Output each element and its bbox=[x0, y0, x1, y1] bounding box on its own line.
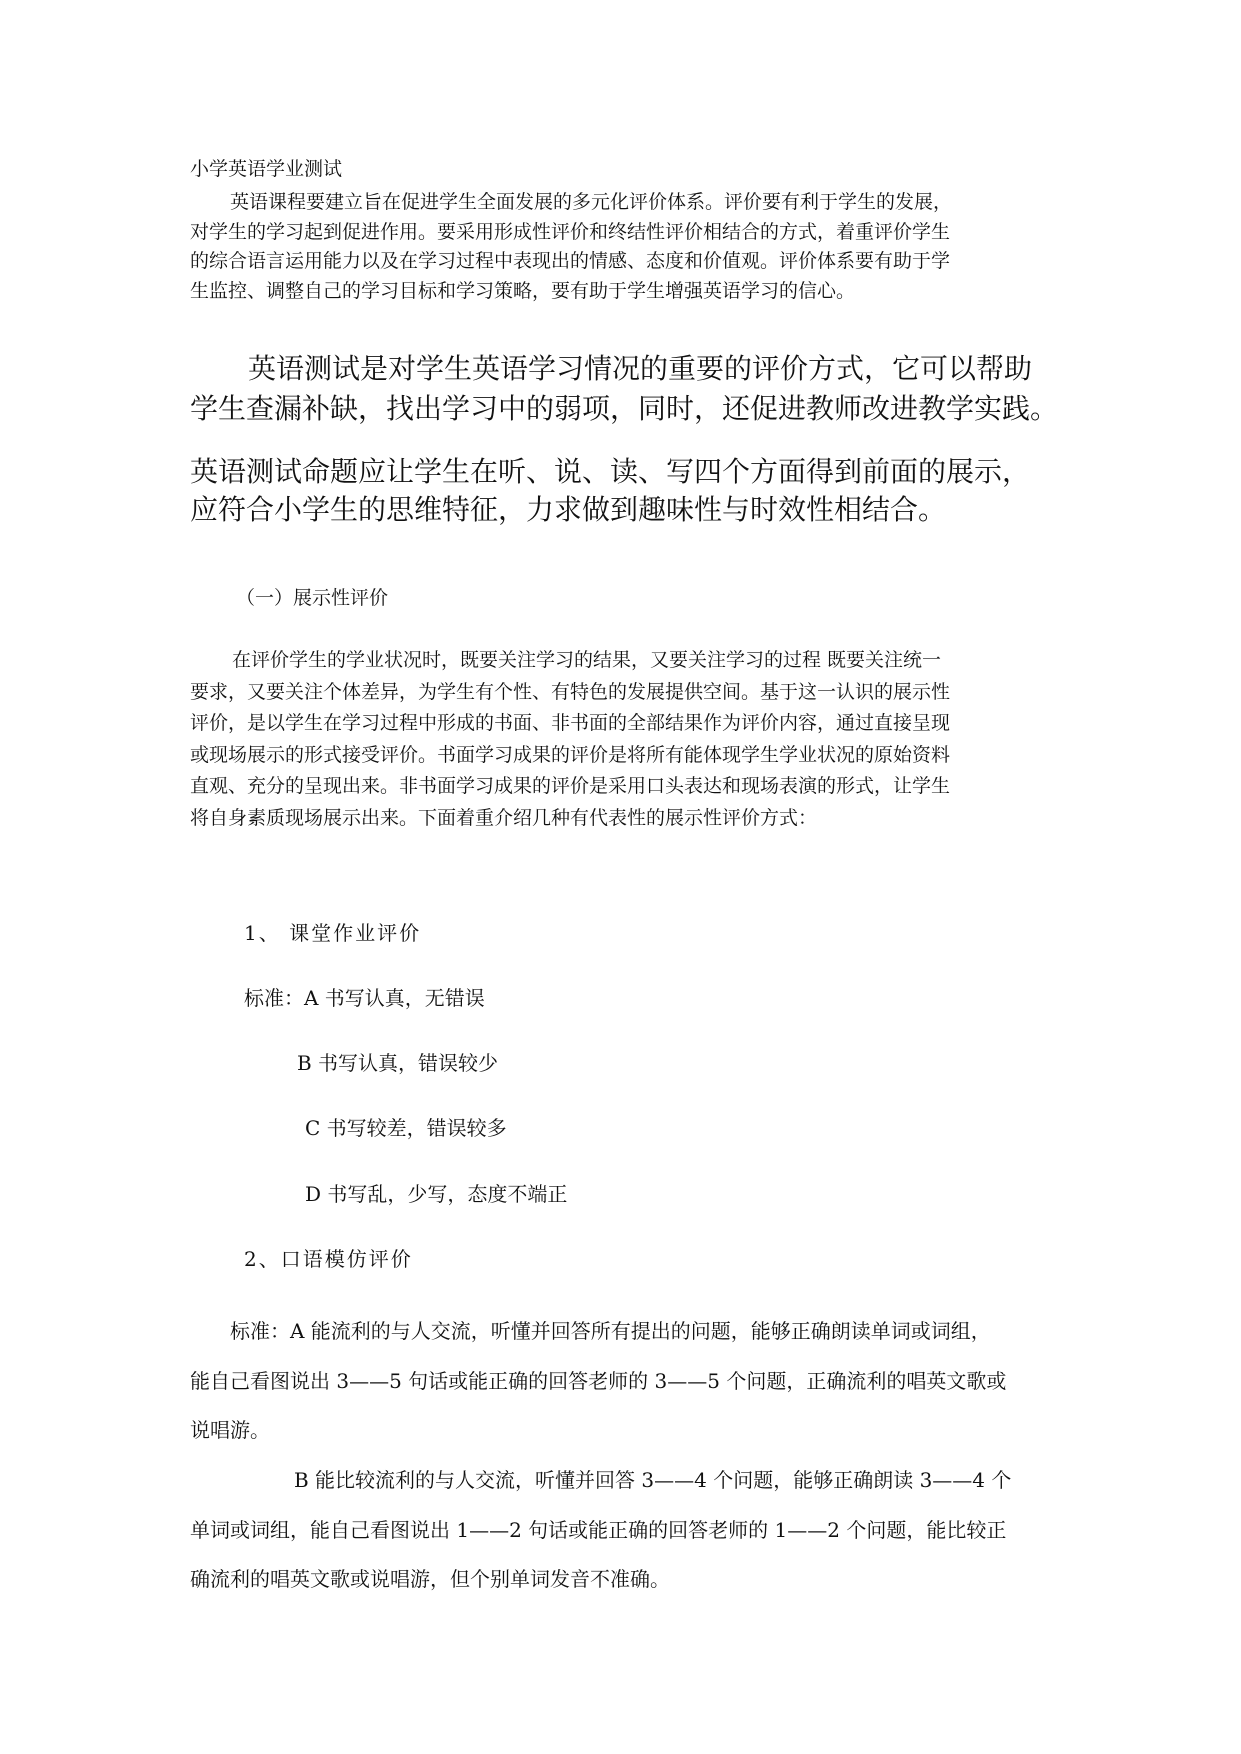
topic-line: 应符合小学生的思维特征，力求做到趣味性与时效性相结合。 bbox=[190, 493, 947, 526]
showcase-line: 在评价学生的学业状况时，既要关注学习的结果，又要关注学习的过程 既要关注统一 bbox=[232, 649, 942, 671]
item2-a-line: 标准：A 能流利的与人交流，听懂并回答所有提出的问题，能够正确朗读单词或词组， bbox=[230, 1319, 991, 1343]
intro-paragraph bbox=[190, 188, 1058, 306]
section-heading: （一）展示性评价 bbox=[236, 587, 389, 609]
testing-paragraph bbox=[190, 349, 1058, 429]
showcase-line: 或现场展示的形式接受评价。书面学习成果的评价是将所有能体现学生学业状况的原始资料 bbox=[190, 743, 951, 766]
item1-standard-d: D 书写乱，少写，态度不端正 bbox=[305, 1182, 568, 1206]
item2-a-line: 能自己看图说出 3——5 句话或能正确的回答老师的 3——5 个问题，正确流利的唱英文歌或 bbox=[190, 1368, 1007, 1393]
item2-standard-a bbox=[190, 1307, 1058, 1456]
item1-heading: 1、 课堂作业评价 bbox=[244, 921, 422, 945]
intro-line: 对学生的学习起到促进作用。要采用形成性评价和终结性评价相结合的方式，着重评价学生 bbox=[190, 220, 951, 243]
testing-line: 英语测试是对学生英语学习情况的重要的评价方式，它可以帮助 bbox=[248, 352, 1033, 385]
item2-b-line: B 能比较流利的与人交流，听懂并回答 3——4 个问题，能够正确朗读 3——4 个 bbox=[294, 1468, 1012, 1492]
topic-paragraph bbox=[190, 453, 1030, 529]
item1-standard-c: C 书写较差，错误较多 bbox=[305, 1116, 507, 1140]
showcase-line: 要求，又要关注个体差异，为学生有个性、有特色的发展提供空间。基于这一认识的展示性 bbox=[190, 680, 951, 703]
item1-standard-a: 标准：A 书写认真，无错误 bbox=[244, 986, 485, 1010]
item1-standard-b: B 书写认真，错误较少 bbox=[297, 1051, 499, 1075]
showcase-line: 评价，是以学生在学习过程中形成的书面、非书面的全部结果作为评价内容，通过直接呈现 bbox=[190, 712, 951, 734]
item2-a-line: 说唱游。 bbox=[190, 1418, 270, 1442]
item2-b-line: 确流利的唱英文歌或说唱游，但个别单词发音不准确。 bbox=[190, 1567, 670, 1591]
testing-line: 学生查漏补缺，找出学习中的弱项，同时，还促进教师改进教学实践。 bbox=[190, 392, 1059, 425]
item2-standard-b bbox=[190, 1456, 1058, 1605]
item2-heading: 2、口语模仿评价 bbox=[244, 1247, 413, 1271]
showcase-line: 将自身素质现场展示出来。下面着重介绍几种有代表性的展示性评价方式： bbox=[190, 806, 818, 829]
intro-line: 生监控、调整自己的学习目标和学习策略，要有助于学生增强英语学习的信心。 bbox=[190, 279, 856, 302]
document-title: 小学英语学业测试 bbox=[190, 158, 343, 180]
intro-line: 英语课程要建立旨在促进学生全面发展的多元化评价体系。评价要有利于学生的发展， bbox=[230, 191, 953, 213]
intro-line: 的综合语言运用能力以及在学习过程中表现出的情感、态度和价值观。评价体系要有助于学 bbox=[190, 250, 951, 272]
topic-line: 英语测试命题应让学生在听、说、读、写四个方面得到前面的展示， bbox=[190, 455, 1031, 488]
showcase-paragraph bbox=[190, 645, 1058, 834]
item2-b-line: 单词或词组，能自己看图说出 1——2 句话或能正确的回答老师的 1——2 个问题，能比较正 bbox=[190, 1517, 1007, 1542]
showcase-line: 直观、充分的呈现出来。非书面学习成果的评价是采用口头表达和现场表演的形式，让学生 bbox=[190, 775, 951, 797]
